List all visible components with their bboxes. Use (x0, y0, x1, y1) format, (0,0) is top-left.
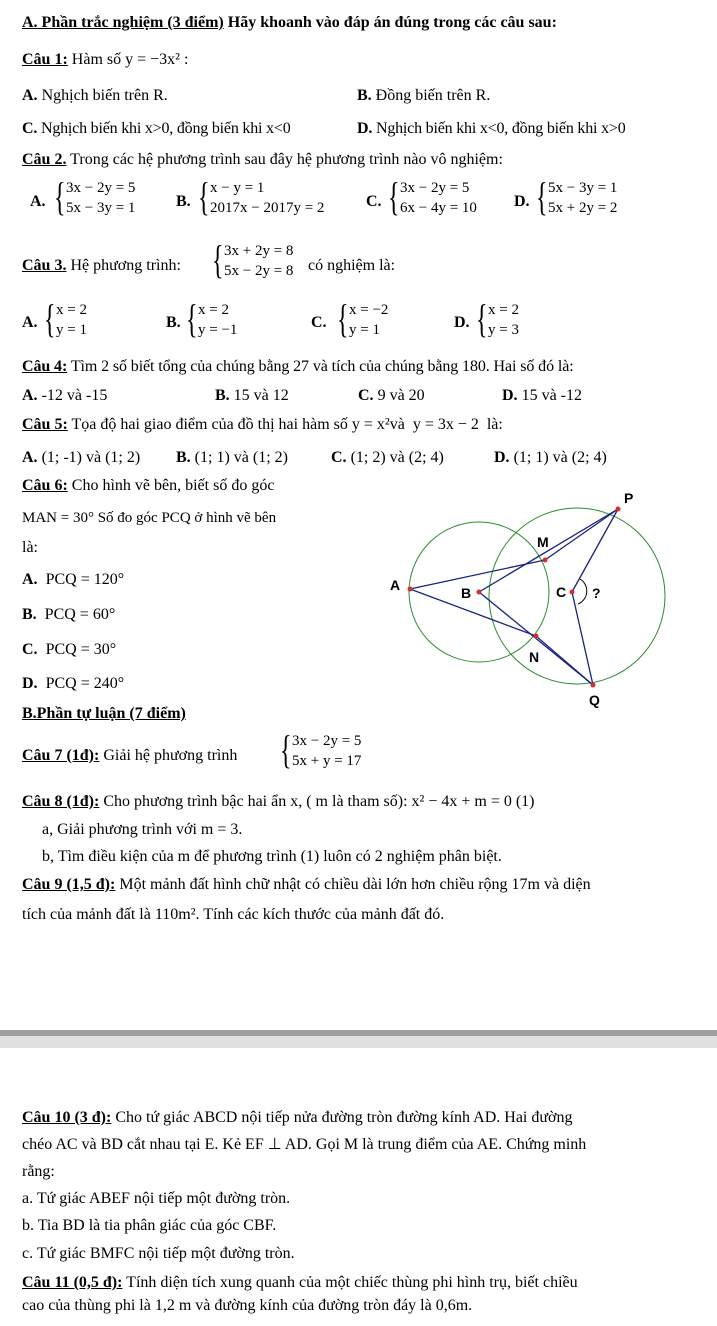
point-c (570, 590, 575, 595)
option-text: (1; 1) và (2; 4) (513, 449, 607, 466)
option-text: Nghịch biến khi x>0, đồng biến khi x<0 (40, 120, 291, 137)
point-a (408, 587, 413, 592)
option-text: 15 và 12 (233, 387, 289, 404)
segment-bp (479, 509, 618, 592)
page-separator-shadow (0, 1036, 717, 1048)
equation-row: y = 1 (56, 322, 87, 338)
option-label: A. (22, 387, 38, 404)
segment-cp (572, 509, 618, 592)
point-n (534, 634, 539, 639)
q1-option-b[interactable] (357, 86, 490, 105)
equation-row: y = −1 (198, 322, 238, 338)
brace: { (212, 237, 224, 282)
option-label: C. (366, 193, 382, 210)
label-c: C (556, 584, 567, 600)
brace: { (388, 174, 400, 219)
point-m (543, 558, 548, 563)
q1-option-a[interactable] (22, 86, 168, 105)
option-label: B. (176, 449, 191, 466)
q5-f1: y = x² (351, 416, 390, 433)
q6-option-a[interactable] (22, 570, 124, 589)
option-label: A. (22, 571, 38, 588)
option-text: (1; 2) và (2; 4) (350, 449, 444, 466)
q5-text: Tọa độ hai giao điểm của đồ thị hai hàm số (71, 416, 348, 433)
option-text: Nghịch biến khi x<0, đồng biến khi x>0 (375, 120, 626, 137)
q9-label: Câu 9 (1,5 đ): (22, 876, 116, 893)
equation-row: y = 3 (488, 322, 519, 338)
q5-f2: y = 3x − 2 (412, 416, 479, 433)
q5-option-b[interactable] (176, 448, 288, 467)
option-text: (1; -1) và (1; 2) (41, 449, 141, 466)
option-label: B. (166, 314, 181, 331)
option-text: PCQ = 30° (45, 641, 117, 658)
q5-option-c[interactable] (331, 448, 444, 467)
q3-option-d-label[interactable] (454, 313, 470, 332)
q3-option-c-label[interactable] (311, 313, 327, 332)
q3-option-a-label[interactable] (22, 313, 38, 332)
q7-text: Giải hệ phương trình (103, 747, 238, 764)
option-text: PCQ = 240° (45, 675, 125, 692)
label-b: B (461, 585, 472, 601)
q6-angle-pcq: PCQ (161, 510, 191, 526)
option-text: PCQ = 120° (45, 571, 125, 588)
q11-text2: cao của thùng phi là 1,2 m và đường kính của đường tròn đáy là 0,6m. (22, 1297, 473, 1314)
q6-stem (22, 476, 274, 495)
equation-row: y = 1 (349, 322, 380, 338)
option-label: A. (22, 449, 38, 466)
q4-option-a[interactable] (22, 386, 107, 405)
option-label: A. (30, 193, 46, 210)
part-b-heading (22, 704, 186, 723)
option-label: A. (22, 87, 38, 104)
option-text: 15 và -12 (521, 387, 582, 404)
q9-text1: Một mảnh đất hình chữ nhật có chiều dài lớn hơn chiều rộng 17m và diện (119, 876, 591, 893)
equation-row: 3x − 2y = 5 (400, 180, 470, 196)
q4-option-d[interactable] (502, 386, 582, 405)
brace: { (536, 174, 548, 219)
q8-equation: x² − 4x + m = 0 (411, 793, 512, 810)
q4-label: Câu 4: (22, 358, 68, 375)
q9-stem (22, 875, 591, 894)
q5-tail: là: (486, 416, 503, 433)
q2-stem (22, 150, 503, 169)
q2-option-c-label[interactable] (366, 192, 382, 211)
q6-stem-line2 (22, 509, 276, 528)
q6-text2d: ở hình vẽ bên (194, 510, 277, 526)
q11-label: Câu 11 (0,5 đ): (22, 1274, 123, 1291)
label-unknown: ? (592, 585, 601, 601)
option-label: D. (22, 675, 38, 692)
equation-row: 5x − 3y = 1 (548, 180, 618, 196)
equation-row: 6x − 4y = 10 (400, 200, 477, 216)
option-text: 9 và 20 (377, 387, 425, 404)
q10-part-c: c. Tứ giác BMFC nội tiếp một đường tròn. (22, 1245, 295, 1262)
label-p: P (624, 490, 634, 506)
label-a: A (390, 577, 401, 593)
option-label: B. (215, 387, 230, 404)
q7-label: Câu 7 (1đ): (22, 747, 100, 764)
q4-option-b[interactable] (215, 386, 289, 405)
q1-text: Hàm số y = −3x² : (71, 51, 189, 68)
option-label: B. (22, 606, 37, 623)
q8-eq-num: (1) (515, 793, 535, 810)
label-n: N (529, 649, 540, 665)
q3-option-b-label[interactable] (166, 313, 181, 332)
equation-row: 5x − 3y = 1 (66, 200, 136, 216)
q6-angle-man: MAN = 30° (22, 510, 94, 526)
q2-option-d-label[interactable] (514, 192, 530, 211)
q11-text1: Tính diện tích xung quanh của một chiếc thùng phi hình trụ, biết chiều (126, 1274, 578, 1291)
q10-text3: rằng: (22, 1163, 55, 1180)
q3-stem (22, 256, 181, 275)
q5-label: Câu 5: (22, 416, 68, 433)
brace: { (198, 174, 210, 219)
part-a-instruction: Hãy khoanh vào đáp án đúng trong các câu sau: (227, 14, 557, 31)
q4-option-c[interactable] (358, 386, 425, 405)
q1-option-d[interactable] (357, 119, 626, 138)
option-label: B. (176, 193, 191, 210)
brace: { (476, 296, 488, 341)
brace: { (54, 174, 66, 219)
brace: { (337, 296, 349, 341)
q6-text1: Cho hình vẽ bên, biết số đo góc (71, 477, 275, 494)
q8-part-b: b, Tìm điều kiện của m để phương trình (1) luôn có 2 nghiệm phân biệt. (42, 848, 502, 865)
option-label: C. (22, 641, 38, 658)
q3-text: Hệ phương trình: (70, 257, 181, 274)
q6-option-c[interactable] (22, 640, 116, 659)
q3-tail: có nghiệm là: (308, 257, 396, 274)
option-text: Đồng biến trên R. (375, 87, 491, 104)
segment-an (410, 589, 536, 636)
equation-row: 2017x − 2017y = 2 (210, 200, 325, 216)
q10-stem (22, 1108, 573, 1127)
equation-row: x − y = 1 (210, 180, 265, 196)
point-b (477, 590, 482, 595)
part-b-title: B.Phần tự luận (7 điểm) (22, 705, 186, 722)
segment-mp (545, 509, 618, 560)
q1-option-c[interactable] (22, 119, 291, 138)
q6-text2b: Số đo góc (97, 510, 158, 526)
equation-row: x = −2 (349, 302, 389, 318)
equation-row: 3x − 2y = 5 (292, 733, 362, 749)
q5-and: và (389, 416, 405, 433)
option-label: D. (454, 314, 470, 331)
angle-arc-c (578, 579, 587, 604)
option-label: D. (502, 387, 518, 404)
q8-label: Câu 8 (1đ): (22, 793, 100, 810)
option-label: C. (22, 120, 38, 137)
q10-text2: chéo AC và BD cắt nhau tại E. Kẻ EF ⊥ AD. Gọi M là trung điểm của AE. Chứng minh (22, 1136, 587, 1153)
q6-text3: là: (22, 539, 38, 556)
q6-label: Câu 6: (22, 477, 68, 494)
circle-right (489, 508, 665, 684)
option-label: D. (514, 193, 530, 210)
option-label: C. (331, 449, 347, 466)
equation-row: 3x + 2y = 8 (224, 243, 294, 259)
option-label: B. (357, 87, 372, 104)
part-a-heading (22, 13, 557, 32)
q2-option-b-label[interactable] (176, 192, 191, 211)
option-label: D. (357, 120, 373, 137)
q7-stem (22, 746, 237, 765)
q5-option-a[interactable] (22, 448, 140, 467)
equation-row: 3x − 2y = 5 (66, 180, 136, 196)
equation-row: 5x + y = 17 (292, 753, 362, 769)
label-m: M (537, 534, 549, 550)
q2-option-a-label[interactable] (30, 192, 46, 211)
brace: { (186, 296, 198, 341)
option-text: PCQ = 60° (44, 606, 116, 623)
q8-text: Cho phương trình bậc hai ẩn x, ( m là tham số): (103, 793, 408, 810)
q5-option-d[interactable] (494, 448, 607, 467)
part-a-title: A. Phần trắc nghiệm (3 điểm) (22, 14, 224, 31)
q1-stem (22, 50, 188, 69)
q4-stem (22, 357, 574, 376)
brace: { (44, 296, 56, 341)
q1-label: Câu 1: (22, 51, 68, 68)
equation-row: x = 2 (198, 302, 229, 318)
label-q: Q (589, 692, 600, 708)
option-text: (1; 1) và (1; 2) (194, 449, 288, 466)
q2-label: Câu 2. (22, 151, 67, 168)
option-label: C. (358, 387, 374, 404)
option-label: A. (22, 314, 38, 331)
equation-row: x = 2 (56, 302, 87, 318)
point-p (616, 507, 621, 512)
equation-row: 5x + 2y = 2 (548, 200, 618, 216)
q11-stem (22, 1273, 578, 1292)
q10-text1: Cho tứ giác ABCD nội tiếp nửa đường tròn đường kính AD. Hai đường (115, 1109, 573, 1126)
q2-text: Trong các hệ phương trình sau đây hệ phương trình nào vô nghiệm: (70, 151, 503, 168)
q6-option-d[interactable] (22, 674, 124, 693)
equation-row: x = 2 (488, 302, 519, 318)
q10-label: Câu 10 (3 đ): (22, 1109, 112, 1126)
q10-part-a: a. Tứ giác ABEF nội tiếp một đường tròn. (22, 1190, 291, 1207)
option-label: C. (311, 314, 327, 331)
q9-text2: tích của mảnh đất là 110m². Tính các kích thước của mảnh đất đó. (22, 906, 445, 923)
q3-label: Câu 3. (22, 257, 67, 274)
q5-stem (22, 415, 503, 434)
option-label: D. (494, 449, 510, 466)
option-text: -12 và -15 (41, 387, 108, 404)
point-q (591, 683, 596, 688)
option-text: Nghịch biến trên R. (41, 87, 168, 104)
q6-option-b[interactable] (22, 605, 115, 624)
q10-part-b: b. Tia BD là tia phân giác của góc CBF. (22, 1217, 277, 1234)
q8-part-a: a, Giải phương trình với m = 3. (42, 821, 243, 838)
brace: { (280, 727, 292, 772)
q8-stem (22, 792, 535, 811)
equation-row: 5x − 2y = 8 (224, 263, 294, 279)
q6-figure (380, 480, 680, 710)
q4-text: Tìm 2 số biết tổng của chúng bằng 27 và tích của chúng bằng 180. Hai số đó là: (70, 358, 574, 375)
